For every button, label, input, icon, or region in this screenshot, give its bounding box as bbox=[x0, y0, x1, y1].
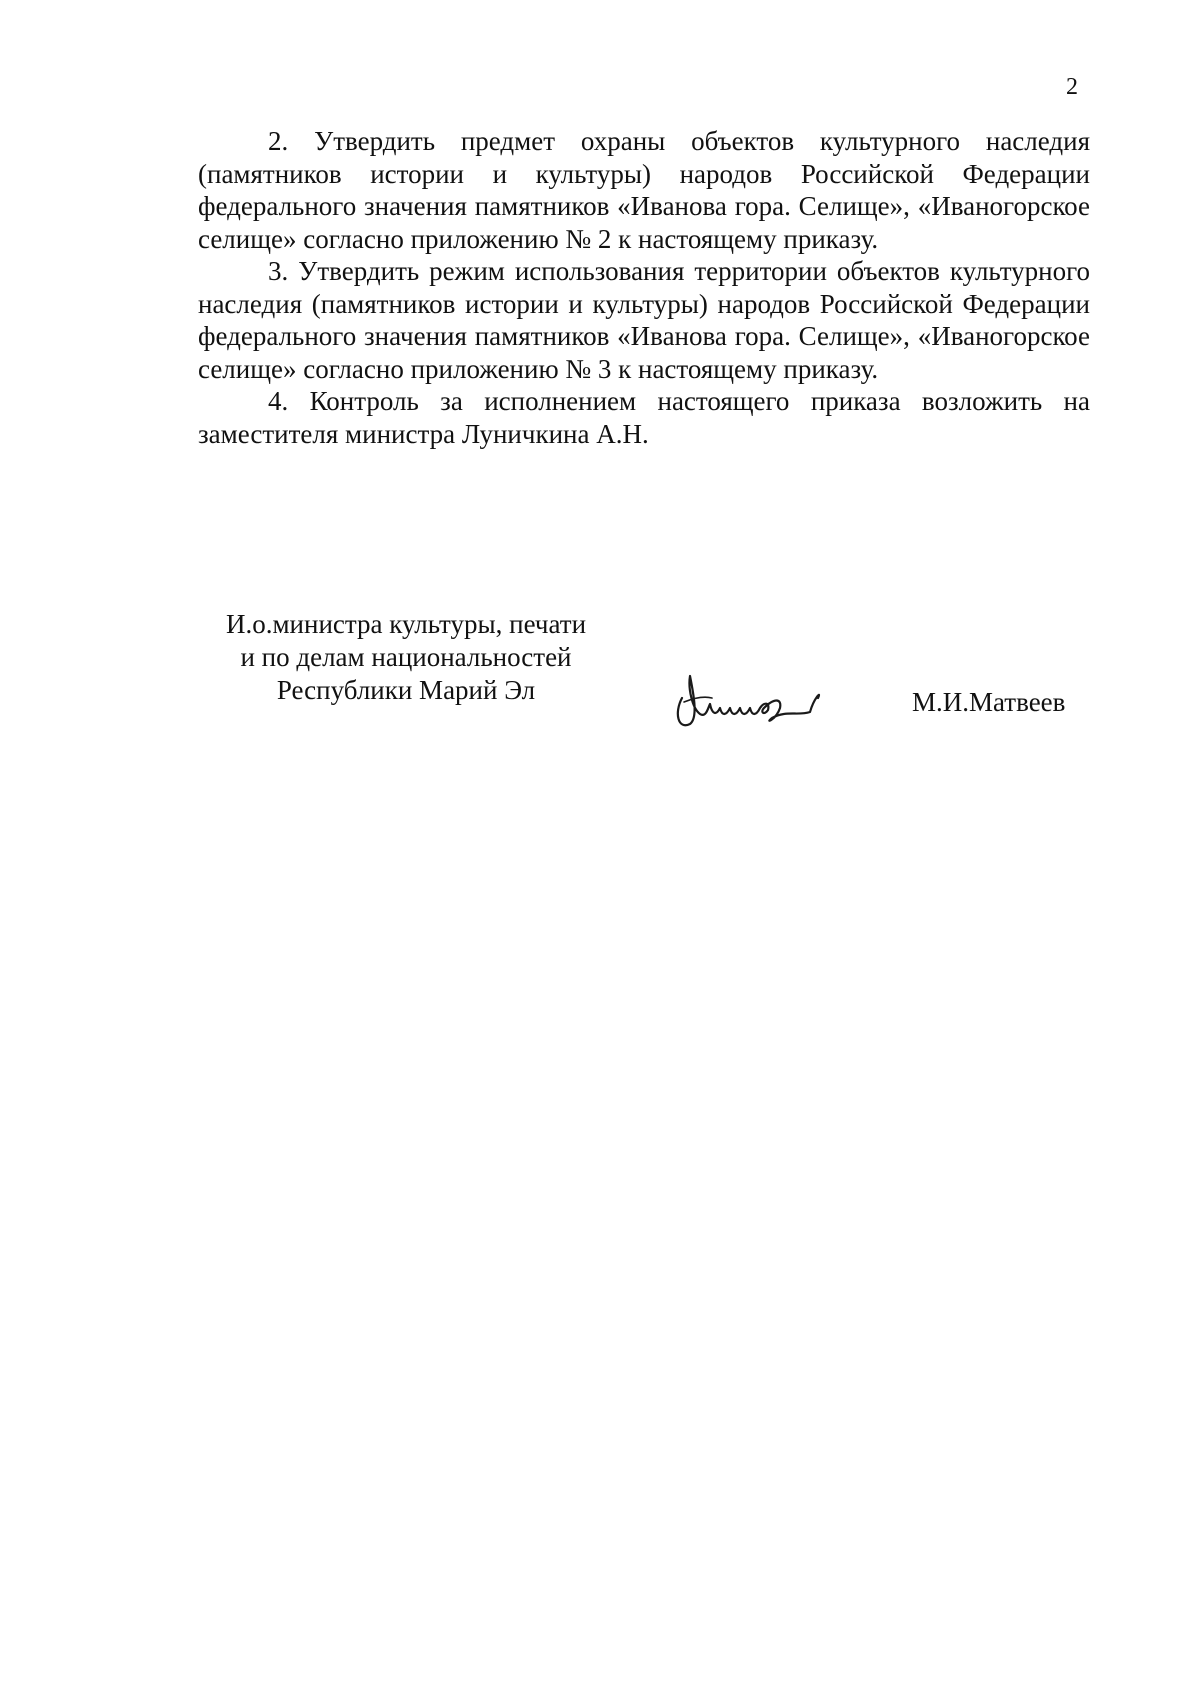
paragraph-item-3: 3. Утвердить режим использования территории объектов культурного наследия (памятников истории и культуры) народов Российской Федерации федерального значения памятников «Иванова гора. Селище», «Иваногорское селище» согласно приложению № 3 к настоящему приказу. bbox=[198, 256, 1090, 384]
signatory-title-line-1: И.о.министра культуры, печати bbox=[225, 609, 587, 639]
document-body bbox=[198, 125, 1090, 450]
signatory-title bbox=[196, 608, 616, 707]
handwritten-signature bbox=[664, 668, 834, 738]
signatory-title-line-3: Республики Марий Эл bbox=[276, 675, 536, 705]
page-number: 2 bbox=[1066, 74, 1078, 100]
signer-name: М.И.Матвеев bbox=[912, 687, 1066, 717]
signatory-title-line-2: и по делам национальностей bbox=[240, 642, 572, 672]
paragraph-item-4: 4. Контроль за исполнением настоящего приказа возложить на заместителя министра Луничкина А.Н. bbox=[198, 386, 1090, 449]
paragraph-item-2: 2. Утвердить предмет охраны объектов культурного наследия (памятников истории и культуры) народов Российской Федерации федерального значения памятников «Иванова гора. Селище», «Иваногорское селище» согласно приложению № 2 к настоящему приказу. bbox=[198, 126, 1090, 254]
